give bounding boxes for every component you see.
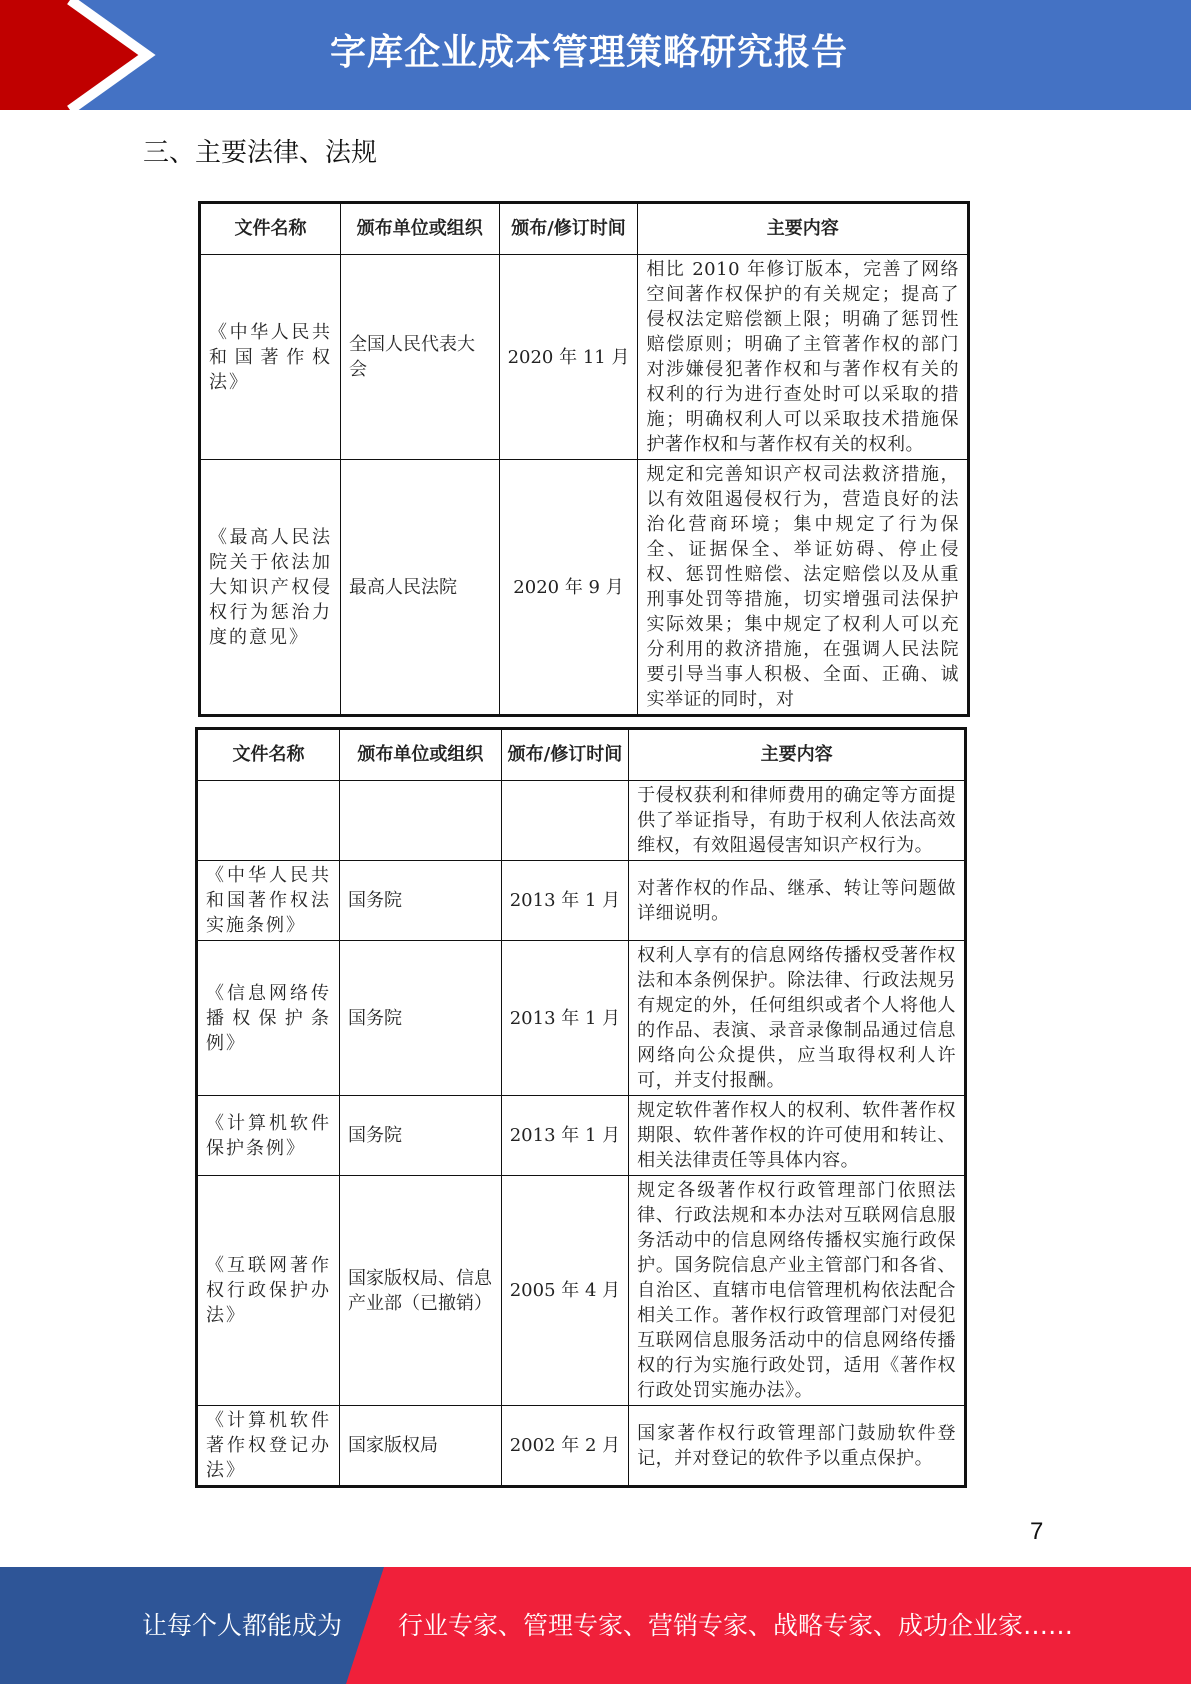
header-cell-name: 文件名称 — [200, 203, 341, 255]
header-cell-date: 颁布/修订时间 — [499, 203, 638, 255]
header-cell-date: 颁布/修订时间 — [501, 729, 628, 781]
cell-content: 规定各级著作权行政管理部门依照法律、行政法规和本办法对互联网信息服务活动中的信息网络传播权实施行政保护。国务院信息产业主管部门和各省、自治区、直辖市电信管理机构依法配合相关工作。著作权行政管理部门对侵犯互联网信息服务活动中的信息网络传播权的行为实施行政处罚，适用《著作权行政处罚实施办法》。 — [629, 1176, 966, 1406]
header-cell-name: 文件名称 — [197, 729, 340, 781]
cell-content: 国家著作权行政管理部门鼓励软件登记，并对登记的软件予以重点保护。 — [629, 1406, 966, 1487]
cell-date: 2013 年 1 月 — [501, 1096, 628, 1176]
footer-slogan-left: 让每个人都能成为 — [142, 1611, 343, 1640]
cell-content: 规定和完善知识产权司法救济措施，以有效阻遏侵权行为，营造良好的法治化营商环境；集中规定了行为保全、证据保全、举证妨碍、停止侵权、惩罚性赔偿、法定赔偿以及从重刑事处罚等措施，切实增强司法保护实际效果；集中规定了权利人可以充分利用的救济措施，在强调人民法院要引导当事人积极、全面、正确、诚实举证的同时，对 — [638, 460, 969, 716]
cell-name: 《计算机软件保护条例》 — [197, 1096, 340, 1176]
cell-date: 2005 年 4 月 — [501, 1176, 628, 1406]
cell-name — [197, 781, 340, 861]
cell-issuer: 国务院 — [340, 1096, 502, 1176]
cell-name: 《中华人民共和国著作权法实施条例》 — [197, 861, 340, 941]
cell-date — [501, 781, 628, 861]
cell-issuer — [340, 781, 502, 861]
table-header-row — [200, 203, 969, 255]
header-cell-issuer: 颁布单位或组织 — [341, 203, 500, 255]
cell-issuer: 全国人民代表大会 — [341, 255, 500, 460]
law-table-2 — [195, 727, 967, 1488]
cell-name: 《计算机软件著作权登记办法》 — [197, 1406, 340, 1487]
cell-name: 《中华人民共和国著作权法》 — [200, 255, 341, 460]
header-chevron-red — [0, 0, 147, 110]
header-title: 字库企业成本管理策略研究报告 — [330, 32, 849, 73]
cell-issuer: 国务院 — [340, 941, 502, 1096]
header-cell-content: 主要内容 — [638, 203, 969, 255]
header-band — [0, 0, 1191, 110]
table-header-row — [197, 729, 966, 781]
table-row — [197, 941, 966, 1096]
table-row — [197, 1176, 966, 1406]
cell-name: 《信息网络传播权保护条例》 — [197, 941, 340, 1096]
cell-content: 对著作权的作品、继承、转让等问题做详细说明。 — [629, 861, 966, 941]
cell-issuer: 国家版权局 — [340, 1406, 502, 1487]
law-table-1 — [198, 201, 970, 717]
footer-slogan-right: 行业专家、管理专家、营销专家、战略专家、成功企业家…… — [398, 1611, 1074, 1640]
cell-date: 2020 年 9 月 — [499, 460, 638, 716]
cell-content: 规定软件著作权人的权利、软件著作权期限、软件著作权的许可使用和转让、相关法律责任等具体内容。 — [629, 1096, 966, 1176]
cell-content: 于侵权获利和律师费用的确定等方面提供了举证指导，有助于权利人依法高效维权，有效阻遏侵害知识产权行为。 — [629, 781, 966, 861]
header-cell-issuer: 颁布单位或组织 — [340, 729, 502, 781]
cell-issuer: 最高人民法院 — [341, 460, 500, 716]
cell-name: 《最高人民法院关于依法加大知识产权侵权行为惩治力度的意见》 — [200, 460, 341, 716]
cell-date: 2002 年 2 月 — [501, 1406, 628, 1487]
cell-date: 2013 年 1 月 — [501, 861, 628, 941]
page-number: 7 — [1030, 1518, 1044, 1545]
cell-date: 2013 年 1 月 — [501, 941, 628, 1096]
cell-name: 《互联网著作权行政保护办法》 — [197, 1176, 340, 1406]
cell-content: 权利人享有的信息网络传播权受著作权法和本条例保护。除法律、行政法规另有规定的外，任何组织或者个人将他人的作品、表演、录音录像制品通过信息网络向公众提供，应当取得权利人许可，并支付报酬。 — [629, 941, 966, 1096]
table-row — [200, 255, 969, 460]
footer-band — [0, 1567, 1191, 1684]
table-row — [197, 861, 966, 941]
header-cell-content: 主要内容 — [629, 729, 966, 781]
table-row — [197, 781, 966, 861]
cell-issuer: 国家版权局、信息产业部（已撤销） — [340, 1176, 502, 1406]
table-row — [200, 460, 969, 716]
section-heading: 三、主要法律、法规 — [143, 138, 378, 168]
table-row — [197, 1096, 966, 1176]
table-row — [197, 1406, 966, 1487]
cell-content: 相比 2010 年修订版本，完善了网络空间著作权保护的有关规定；提高了侵权法定赔偿额上限；明确了惩罚性赔偿原则；明确了主管著作权的部门对涉嫌侵犯著作权和与著作权有关的权利的行为进行查处时可以采取的措施；明确权利人可以采取技术措施保护著作权和与著作权有关的权利。 — [638, 255, 969, 460]
cell-date: 2020 年 11 月 — [499, 255, 638, 460]
cell-issuer: 国务院 — [340, 861, 502, 941]
